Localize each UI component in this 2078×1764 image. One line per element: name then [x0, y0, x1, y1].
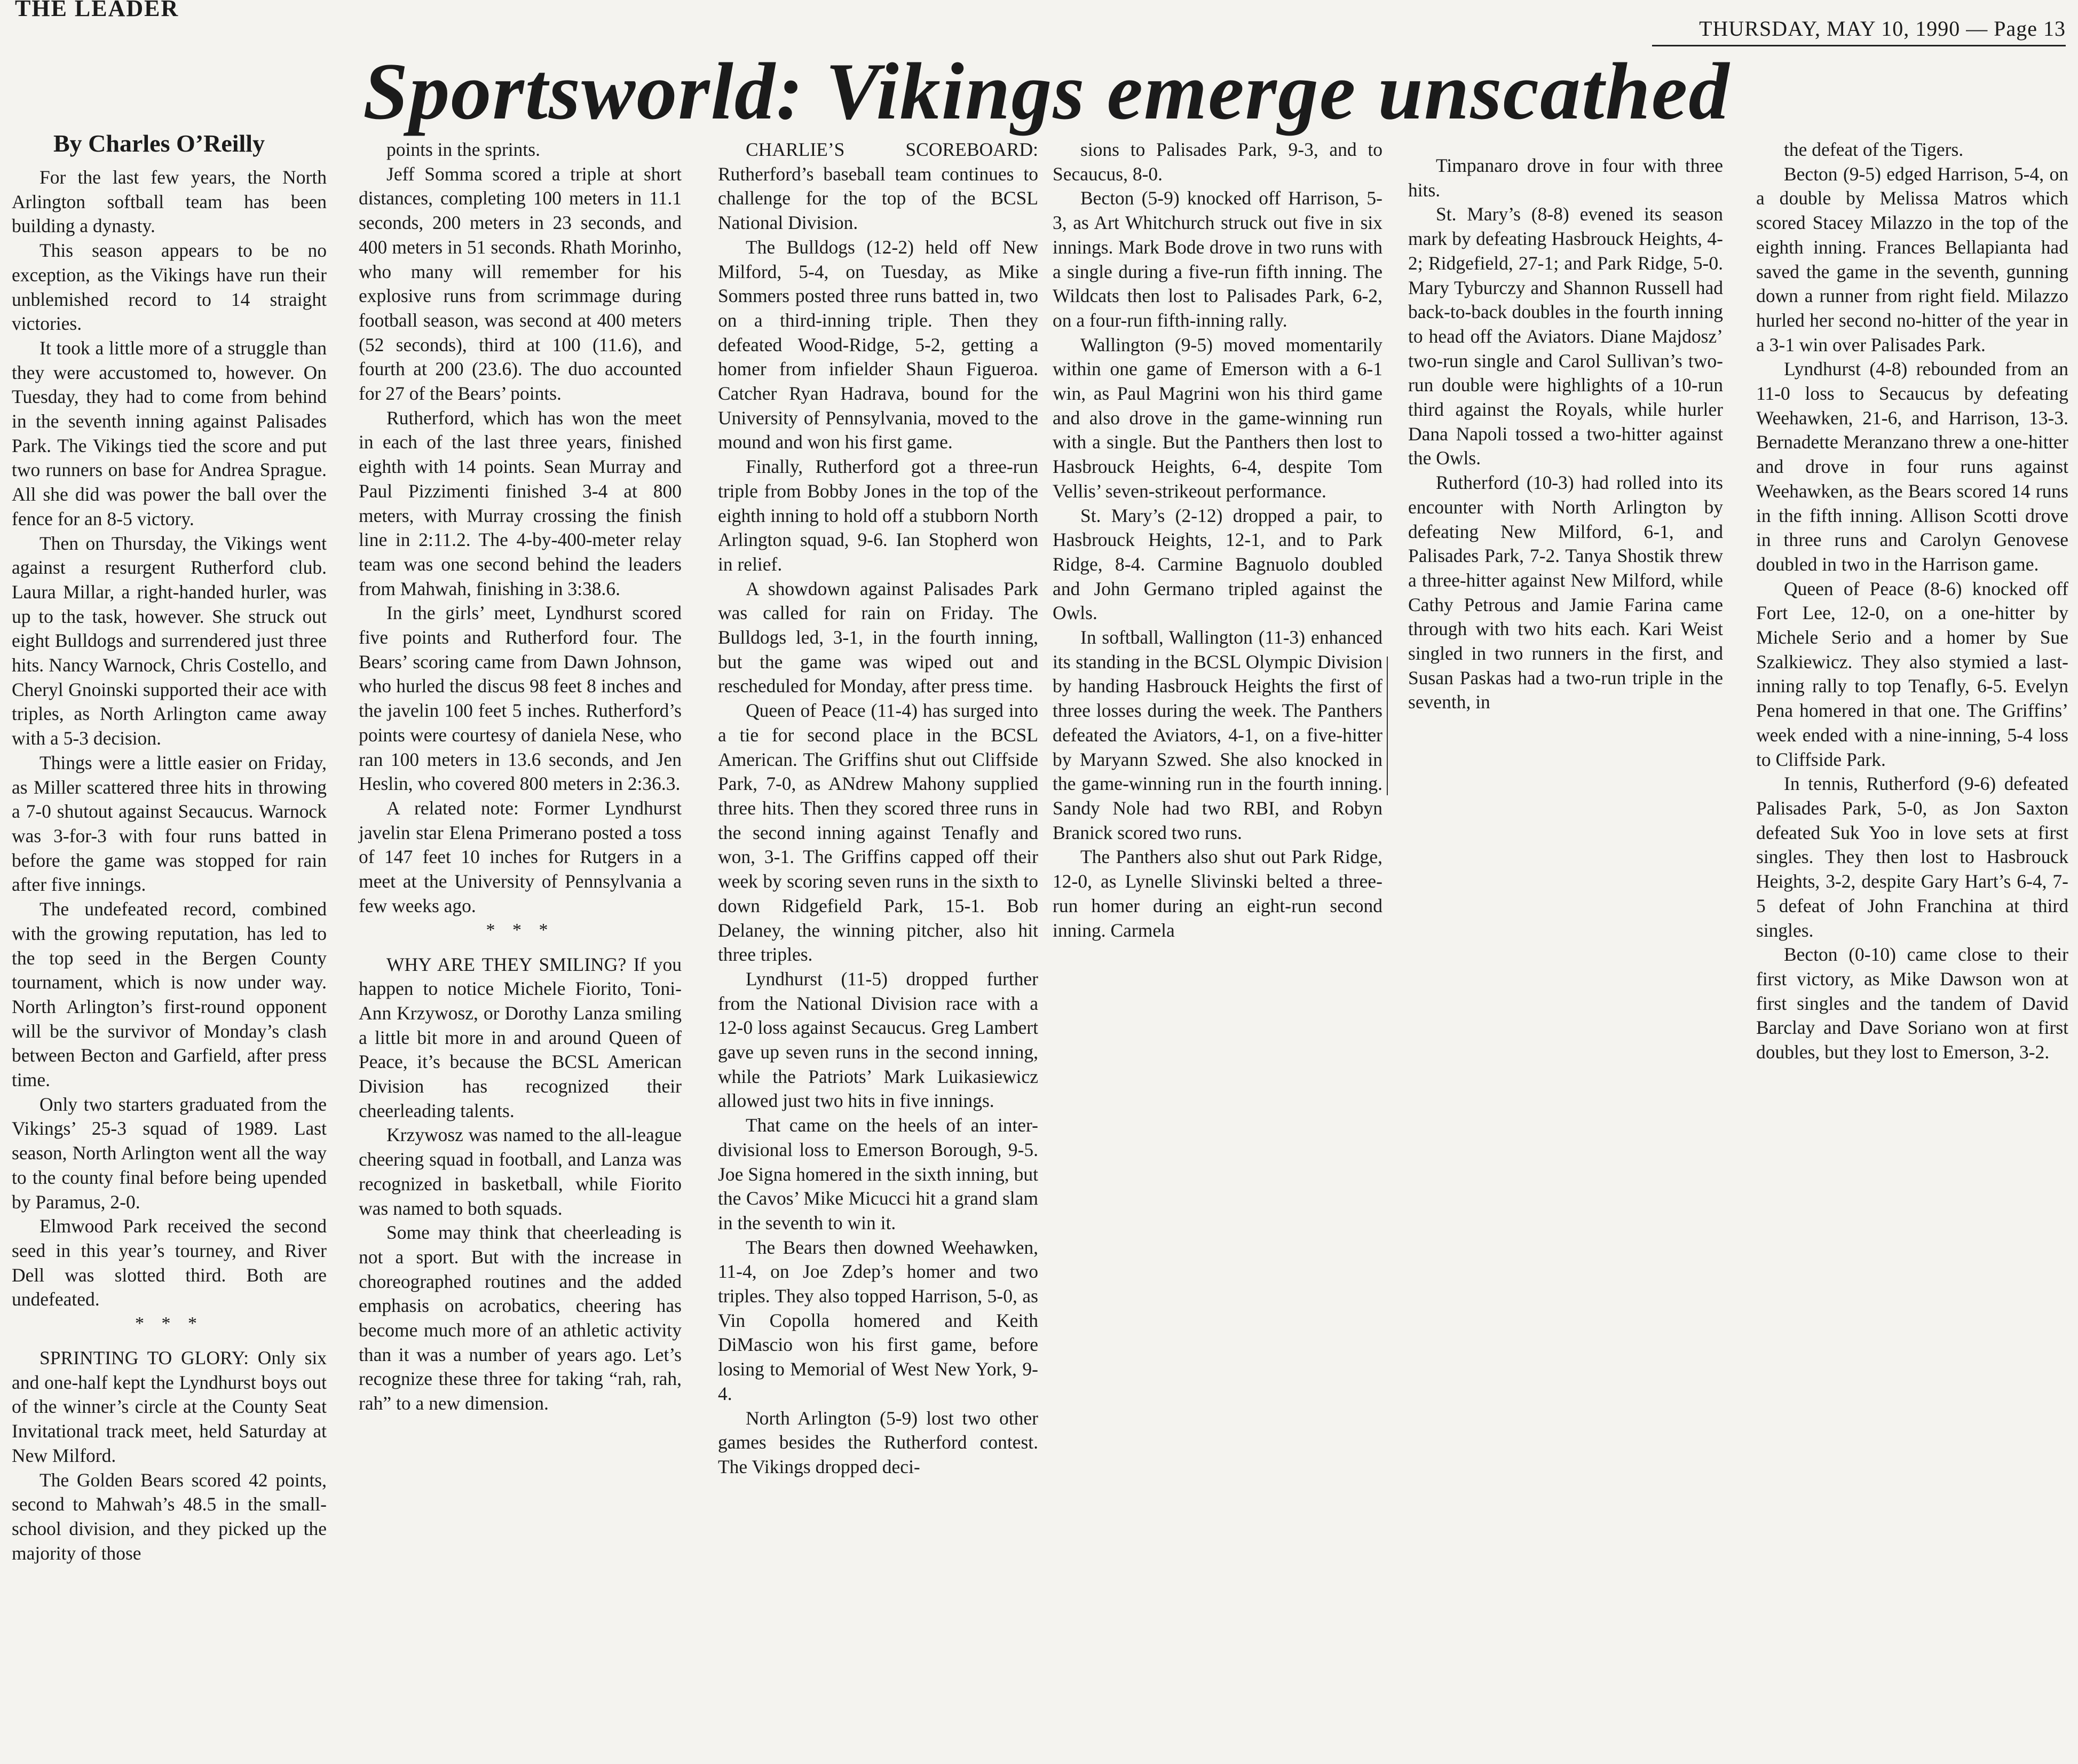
paragraph: Rutherford, which has won the meet in each of the last three years, finished eighth with 14 points. Sean Murray and Paul Pizzimenti finished 3-4 at 800 meters, with Murray crossing the finish line in 2:11.2. The 4-by-400-meter relay team was one second behind the leaders from Mahwah, finishing in 3:38.6.	[359, 407, 682, 599]
paragraph: Queen of Peace (8-6) knocked off Fort Lee, 12-0, on a one-hitter by Michele Serio and a homer by Sue Szalkiewicz. They also stymied a last-inning rally to top Tenafly, 6-5. Evelyn Pena homered in that one. The Griffins’ week ended with a nine-inning, 5-4 loss to Cliffside Park.	[1756, 578, 2068, 770]
paragraph: The Bulldogs (12-2) held off New Milford, 5-4, on Tuesday, as Mike Sommers posted three runs batted in, two on a third-inning triple. Then they defeated Wood-Ridge, 5-2, getting a homer from infielder Shaun Figueroa. Catcher Ryan Hadrava, bound for the University of Pennsylvania, moved to the mound and won his first game.	[718, 236, 1038, 453]
paragraph: the defeat of the Tigers.	[1784, 139, 1964, 160]
paragraph: Queen of Peace (11-4) has surged into a tie for second place in the BCSL American. The Griffins shut out Cliffside Park, 7-0, as ANdrew Mahony supplied three hits. Then they scored three runs in the second inning against Tenafly and won, 3-1. The Griffins capped off their week by scoring seven runs in the sixth to down Ridgefield Park, 15-1. Bob Delaney, the winning pitcher, also hit three triples.	[718, 700, 1038, 966]
paragraph: sions to Palisades Park, 9-3, and to Secaucus, 8-0.	[1053, 139, 1382, 185]
paragraph: Things were a little easier on Friday, as Miller scattered three hits in throwing a 7-0 shutout against Secaucus. Warnock was 3-for-3 with four runs batted in before the game was stopped for rain after five innings.	[12, 752, 327, 896]
paragraph: This season appears to be no exception, as the Vikings have run their unblemished record to 14 straight victories.	[12, 240, 327, 335]
section-separator: * * *	[486, 920, 555, 940]
paragraph: Lyndhurst (4-8) rebounded from an 11-0 loss to Secaucus by defeating Weehawken, 21-6, and Harrison, 13-3. Bernadette Meranzano threw a one-hitter and drove in four runs against Weehawken, as the Bears scored 14 runs in the fifth inning. Allison Scotti drove in three runs and Carolyn Genovese doubled in two in the Harrison game.	[1756, 358, 2068, 575]
paragraph: Becton (0-10) came close to their first victory, as Mike Dawson won at first singles and the tandem of David Barclay and Dave Soriano won at first doubles, but they lost to Emerson, 3-2.	[1756, 944, 2068, 1063]
article-column-4	[1053, 138, 1382, 943]
paragraph: Then on Thursday, the Vikings went against a resurgent Rutherford club. Laura Millar, a right-handed hurler, was up to the task, however. She struck out eight Bulldogs and surrendered just three hits. Nancy Warnock, Chris Costello, and Cheryl Gnoinski supported their ace with triples, as North Arlington came away with a 5-3 decision.	[12, 532, 327, 749]
paragraph: Lyndhurst (11-5) dropped further from the National Division race with a 12-0 loss against Secaucus. Greg Lambert gave up seven runs in the second inning, while the Patriots’ Mark Luikasiewicz allowed just two hits in five innings.	[718, 968, 1038, 1112]
column-divider	[1387, 656, 1388, 795]
paragraph: The Golden Bears scored 42 points, second to Mahwah’s 48.5 in the small-school division, and they picked up the majority of those	[12, 1469, 327, 1564]
article-column-1	[12, 165, 327, 1565]
byline: By Charles O’Reilly	[53, 130, 265, 157]
paragraph: Finally, Rutherford got a three-run triple from Bobby Jones in the top of the eighth inning to hold off a stubborn North Arlington squad, 9-6. Ian Stopherd won in relief.	[718, 456, 1038, 575]
paragraph: The Bears then downed Weehawken, 11-4, on Joe Zdep’s homer and two triples. They also topped Harrison, 5-0, as Vin Copolla homered and Keith DiMascio won his first game, before losing to Memorial of West New York, 9-4.	[718, 1236, 1038, 1404]
paragraph: North Arlington (5-9) lost two other games besides the Rutherford contest. The Vikings dropped deci-	[718, 1407, 1038, 1477]
paragraph: Becton (9-5) edged Harrison, 5-4, on a double by Melissa Matros which scored Stacey Milazzo in the top of the eighth inning. Frances Bellapianta had saved the game in the seventh, gunning down a runner from right field. Milazzo hurled her second no-hitter of the year in a 3-1 win over Palisades Park.	[1756, 163, 2068, 355]
paragraph: Jeff Somma scored a triple at short distances, completing 100 meters in 11.1 seconds, 200 meters in 23 seconds, and 400 meters in 51 seconds. Rhath Morinho, who many will remember for his explosive runs from scrimmage during football season, was second at 400 meters (52 seconds), third at 100 (11.6), and fourth at 200 (23.6). The duo accounted for 27 of the Bears’ points.	[359, 163, 682, 405]
paragraph: Rutherford (10-3) had rolled into its encounter with North Arlington by defeating New Milford, 6-1, and Palisades Park, 7-2. Tanya Shostik threw a three-hitter against New Milford, while Cathy Petrous and Jamie Farina came through with two hits each. Kari Weist singled in two runners in the first, and Susan Paskas had a two-run triple in the seventh, in	[1408, 472, 1723, 713]
paragraph: For the last few years, the North Arlington softball team has been building a dynasty.	[12, 167, 327, 237]
paragraph: WHY ARE THEY SMILING? If you happen to notice Michele Fiorito, Toni-Ann Krzywosz, or Dorothy Lanza smiling a little bit more in and around Queen of Peace, it’s because the BCSL American Division has recognized their cheerleading talents.	[359, 953, 682, 1121]
paragraph: That came on the heels of an inter-divisional loss to Emerson Borough, 9-5. Joe Signa homered in the sixth inning, but the Cavos’ Mike Micucci hit a grand slam in the seventh to win it.	[718, 1114, 1038, 1233]
dateline: THURSDAY, MAY 10, 1990 — Page 13	[1699, 17, 2066, 41]
section-separator: * * *	[135, 1314, 203, 1334]
paragraph: Some may think that cheerleading is not a sport. But with the increase in choreographed routines and the added emphasis on acrobatics, cheering has become much more of an athletic activity than it was a number of years ago. Let’s recognize these three for taking “rah, rah, rah” to a new dimension.	[359, 1222, 682, 1414]
paragraph: CHARLIE’S SCOREBOARD: Rutherford’s baseball team continues to challenge for the top of the BCSL National Division.	[718, 139, 1038, 234]
paragraph: A showdown against Palisades Park was called for rain on Friday. The Bulldogs led, 3-1, in the fourth inning, but the game was wiped out and rescheduled for Monday, after press time.	[718, 578, 1038, 697]
paragraph: St. Mary’s (2-12) dropped a pair, to Hasbrouck Heights, 12-1, and to Park Ridge, 8-4. Carmine Bagnuolo doubled and John Germano tripled against the Owls.	[1053, 504, 1382, 624]
paragraph: Wallington (9-5) moved momentarily within one game of Emerson with a 6-1 win, as Paul Magrini won his third game and also drove in the game-winning run with a single. But the Panthers then lost to Hasbrouck Heights, 6-4, despite Tom Vellis’ seven-strikeout performance.	[1053, 334, 1382, 502]
paragraph: In tennis, Rutherford (9-6) defeated Palisades Park, 5-0, as Jon Saxton defeated Suk Yoo in love sets at first singles. They then lost to Hasbrouck Heights, 3-2, despite Gary Hart’s 6-4, 7-5 defeat of John Franchina at third singles.	[1756, 773, 2068, 941]
paragraph: St. Mary’s (8-8) evened its season mark by defeating Hasbrouck Heights, 4-2; Ridgefield, 27-1; and Park Ridge, 5-0. Mary Tyburczy and Shannon Russell had back-to-back doubles in the fourth inning to head off the Aviators. Diane Majdosz’ two-run single and Carol Sullivan’s two-run double were highlights of a 10-run third against the Royals, while hurler Dana Napoli tossed a two-hitter against the Owls.	[1408, 203, 1723, 469]
paragraph: SPRINTING TO GLORY: Only six and one-half kept the Lyndhurst boys out of the winner’s circle at the County Seat Invitational track meet, held Saturday at New Milford.	[12, 1347, 327, 1466]
article-column-3	[718, 138, 1038, 1480]
paragraph: Timpanaro drove in four with three hits.	[1408, 155, 1723, 201]
paragraph: Krzywosz was named to the all-league cheering squad in football, and Lanza was recognized in basketball, while Fiorito was named to both squads.	[359, 1124, 682, 1219]
paragraph: In softball, Wallington (11-3) enhanced its standing in the BCSL Olympic Division by handing Hasbrouck Heights the first of three losses during the week. The Panthers defeated the Aviators, 4-1, on a five-hitter by Maryann Szwed. She also knocked in the game-winning run in the fourth inning. Sandy Nole had two RBI, and Robyn Branick scored two runs.	[1053, 627, 1382, 843]
paragraph: Elmwood Park received the second seed in this year’s tourney, and River Dell was slotted third. Both are undefeated.	[12, 1215, 327, 1310]
paragraph: Becton (5-9) knocked off Harrison, 5-3, as Art Whitchurch struck out five in six innings. Mark Bode drove in two runs with a single during a five-run fifth inning. The Wildcats then lost to Palisades Park, 6-2, on a four-run fifth-inning rally.	[1053, 187, 1382, 331]
headline: Sportsworld: Vikings emerge unscathed	[363, 46, 1731, 136]
article-column-6	[1756, 138, 2068, 1065]
newspaper-name: THE LEADER	[15, 0, 179, 21]
paragraph: points in the sprints.	[386, 139, 540, 160]
article-column-2	[359, 138, 682, 1416]
paragraph: The undefeated record, combined with the growing reputation, has led to the top seed in the Bergen County tournament, which is now under way. North Arlington’s first-round opponent will be the survivor of Monday’s clash between Becton and Garfield, after press time.	[12, 898, 327, 1091]
paragraph: It took a little more of a struggle than they were accustomed to, however. On Tuesday, they had to come from behind in the seventh inning against Palisades Park. The Vikings tied the score and put two runners on base for Andrea Sprague. All she did was power the ball over the fence for an 8-5 victory.	[12, 337, 327, 529]
paragraph: Only two starters graduated from the Vikings’ 25-3 squad of 1989. Last season, North Arlington went all the way to the county final before being upended by Paramus, 2-0.	[12, 1093, 327, 1213]
article-column-5	[1408, 154, 1723, 715]
paragraph: A related note: Former Lyndhurst javelin star Elena Primerano posted a toss of 147 feet 10 inches for Rutgers in a meet at the University of Pennsylvania a few weeks ago.	[359, 797, 682, 916]
paragraph: The Panthers also shut out Park Ridge, 12-0, as Lynelle Slivinski belted a three-run homer during an eight-run second inning. Carmela	[1053, 846, 1382, 941]
paragraph: In the girls’ meet, Lyndhurst scored five points and Rutherford four. The Bears’ scoring came from Dawn Johnson, who hurled the discus 98 feet 8 inches and the javelin 100 feet 5 inches. Rutherford’s points were courtesy of daniela Nese, who ran 100 meters in 13.6 seconds, and Jen Heslin, who covered 800 meters in 2:36.3.	[359, 602, 682, 795]
